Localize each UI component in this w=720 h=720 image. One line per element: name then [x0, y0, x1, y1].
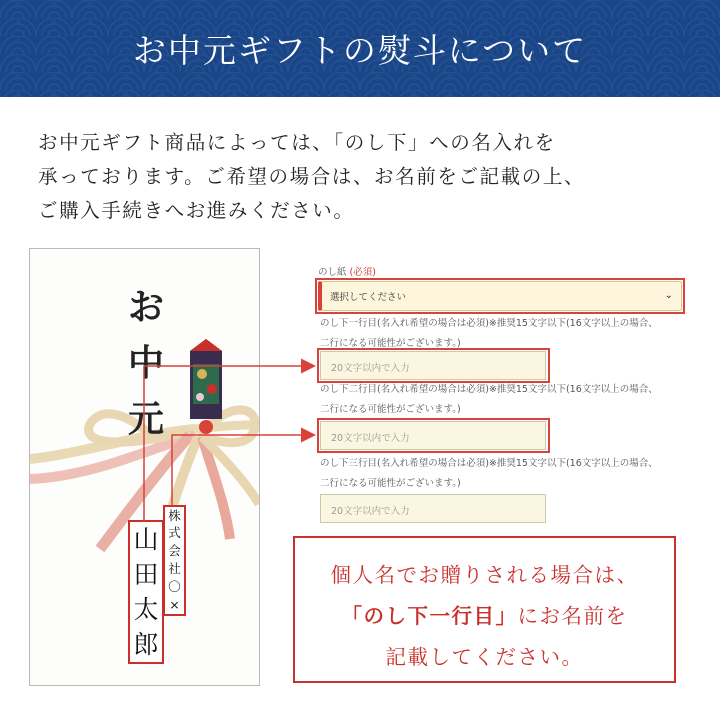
line1-input[interactable]: 20文字以内で入力 — [320, 351, 546, 380]
select-highlight — [315, 278, 685, 314]
line1-note-text: 二行になる可能性がございます。) — [320, 338, 461, 349]
company-char: 式 — [168, 525, 181, 541]
company-char: 〇 — [168, 578, 181, 594]
intro-line: ご購入手続きへお進みください。 — [38, 199, 355, 222]
noshi-company-box — [163, 505, 186, 616]
noshi-name-box — [128, 520, 164, 664]
intro-line: お中元ギフト商品によっては、「のし下」への名入れを — [38, 131, 556, 154]
noshi-select-value: 選択してください — [330, 292, 407, 303]
omote-gaki — [126, 279, 166, 447]
name-char: 郎 — [133, 630, 159, 659]
name-char: 田 — [133, 560, 159, 589]
omote-char: 中 — [127, 342, 164, 384]
intro-text — [38, 126, 698, 228]
page-title: お中元ギフトの熨斗について — [132, 31, 588, 70]
company-char: 社 — [168, 561, 181, 577]
line2-note-text: のし下二行目(名入れ希望の場合は必須)※推奨15文字以下(16文字以上の場合、 — [320, 384, 658, 395]
line3-note-text: 二行になる可能性がございます。) — [320, 478, 461, 489]
callout-emphasis: 「のし下一行目」 — [341, 604, 518, 628]
name-char: 太 — [133, 595, 159, 624]
callout-line1: 個人名でお贈りされる場合は、 — [330, 563, 639, 587]
company-char: 株 — [168, 507, 181, 523]
chevron-down-icon: ⌄ — [664, 290, 673, 301]
line3-input[interactable]: 20文字以内で入力 — [320, 494, 546, 523]
line2-note — [320, 380, 690, 420]
noshi-label — [318, 264, 376, 278]
page-header — [0, 0, 720, 97]
company-char: × — [169, 596, 180, 612]
line3-note — [320, 454, 690, 494]
instruction-callout — [293, 536, 676, 683]
callout-line2 — [295, 596, 674, 637]
omote-char: お — [127, 286, 164, 328]
line1-highlight — [317, 348, 550, 383]
line2-highlight — [317, 418, 550, 453]
line3-note-text: のし下三行目(名入れ希望の場合は必須)※推奨15文字以下(16文字以上の場合、 — [320, 458, 658, 469]
noshi-label-text: のし紙 — [318, 267, 347, 278]
company-char: 会 — [168, 543, 181, 559]
line2-input[interactable]: 20文字以内で入力 — [320, 421, 546, 450]
name-char: 山 — [133, 525, 159, 554]
line1-note-text: のし下一行目(名入れ希望の場合は必須)※推奨15文字以下(16文字以上の場合、 — [320, 318, 658, 329]
intro-line: 承っております。ご希望の場合は、お名前をご記載の上、 — [38, 165, 586, 188]
line2-note-text: 二行になる可能性がございます。) — [320, 404, 461, 415]
callout-line3: 記載してください。 — [385, 645, 584, 669]
omote-char: 元 — [127, 398, 164, 440]
required-mark: (必須) — [349, 267, 376, 278]
callout-line2-rest: にお名前を — [517, 604, 628, 628]
